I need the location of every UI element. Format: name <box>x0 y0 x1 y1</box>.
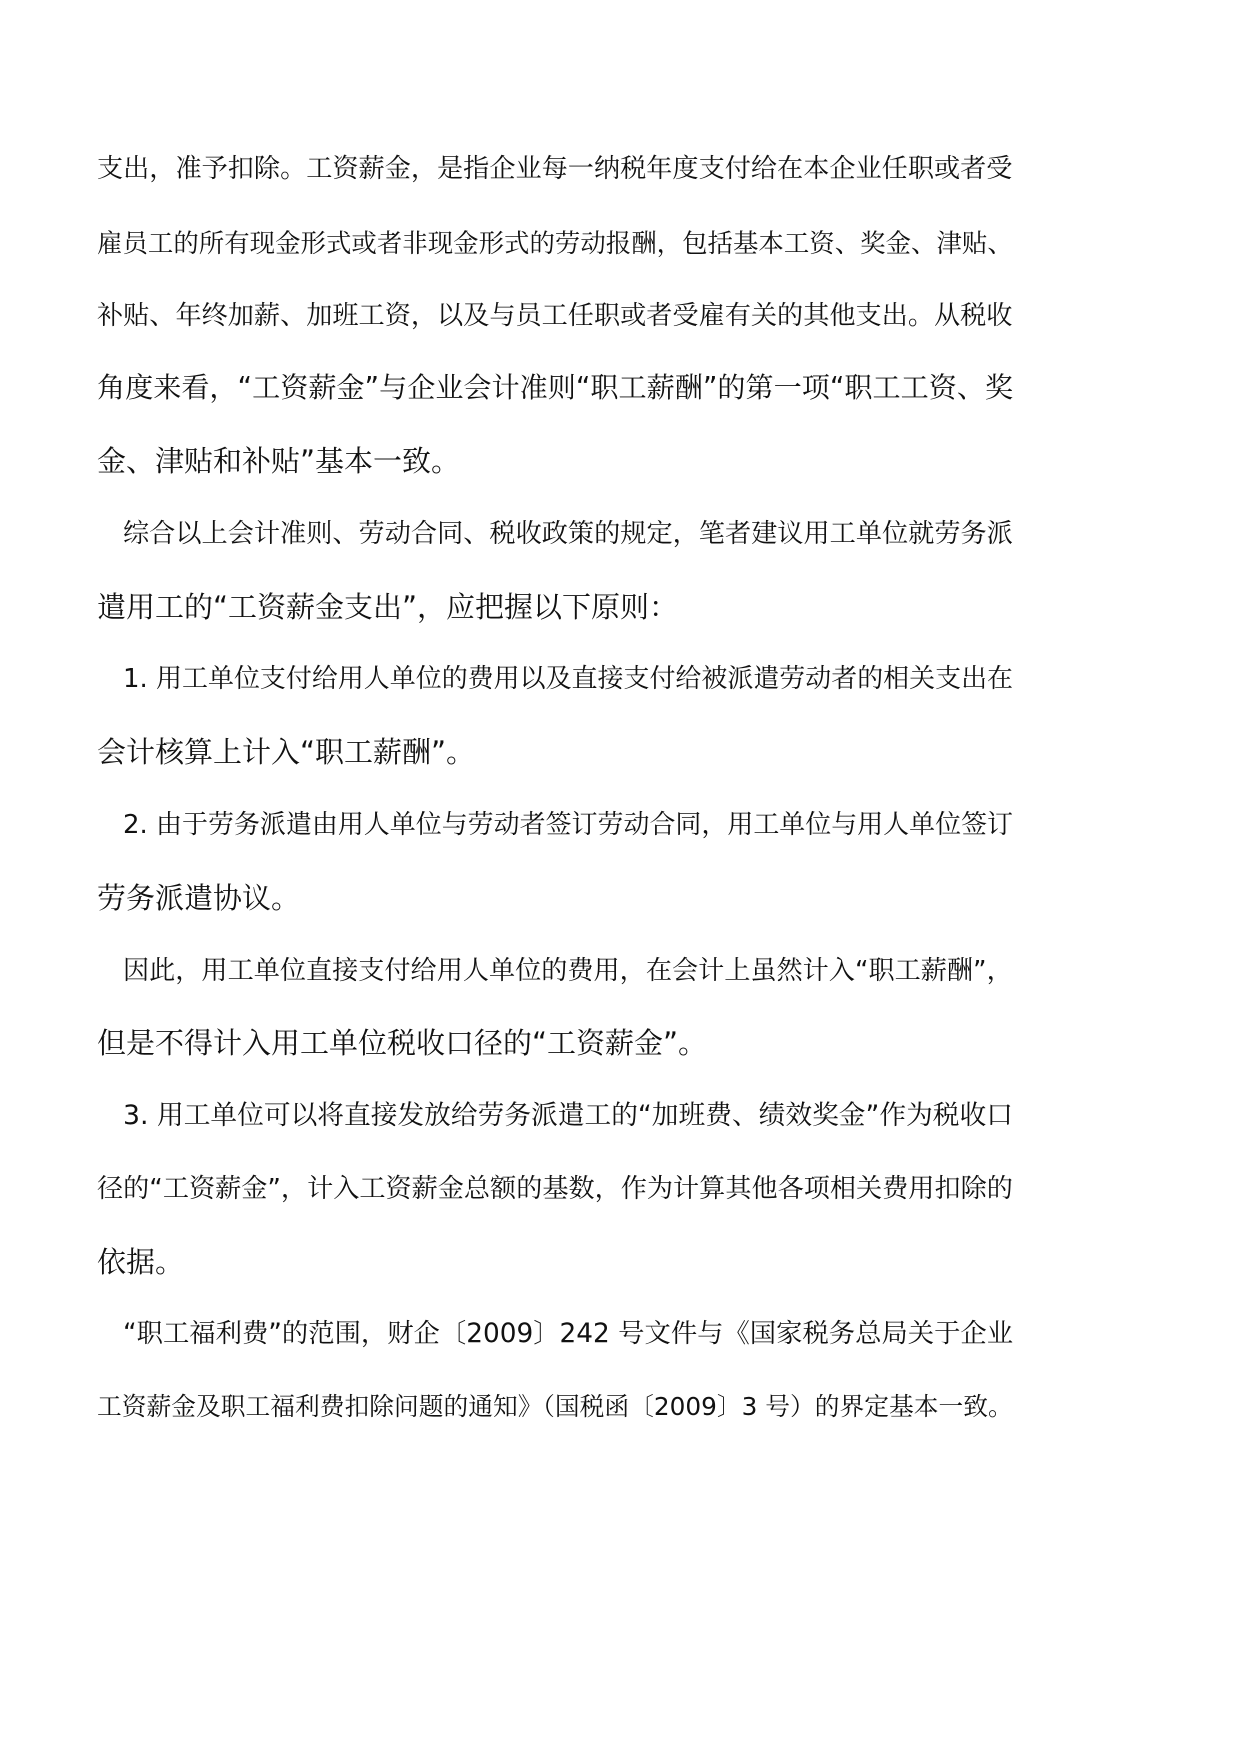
text-line: 补贴、年终加薪、加班工资，以及与员工任职或者受雇有关的其他支出。从税收 <box>97 301 1013 331</box>
text-line: 依据。 <box>97 1245 185 1279</box>
text-line: 遣用工的“工资薪金支出”，应把握以下原则： <box>97 590 679 624</box>
text-line: 但是不得计入用工单位税收口径的“工资薪金”。 <box>97 1026 708 1060</box>
text-line: “职工福利费”的范围，财企〔2009〕242 号文件与《国家税务总局关于企业 <box>123 1319 1014 1349</box>
text-line: 工资薪金及职工福利费扣除问题的通知》（国税函〔2009〕3 号）的界定基本一致。 <box>97 1392 1013 1421</box>
text-line: 会计核算上计入“职工薪酬”。 <box>97 735 476 769</box>
text-line: 1. 用工单位支付给用人单位的费用以及直接支付给被派遣劳动者的相关支出在 <box>123 664 1014 694</box>
text-line: 因此，用工单位直接支付给用人单位的费用，在会计上虽然计入“职工薪酬”， <box>123 956 1013 986</box>
text-line: 雇员工的所有现金形式或者非现金形式的劳动报酬，包括基本工资、奖金、津贴、 <box>97 228 1013 258</box>
text-line: 3. 用工单位可以将直接发放给劳务派遣工的“加班费、绩效奖金”作为税收口 <box>123 1100 1013 1131</box>
text-line: 综合以上会计准则、劳动合同、税收政策的规定，笔者建议用工单位就劳务派 <box>123 519 1013 549</box>
text-line: 2. 由于劳务派遣由用人单位与劳动者签订劳动合同，用工单位与用人单位签订 <box>123 810 1014 840</box>
text-line: 角度来看，“工资薪金”与企业会计准则“职工薪酬”的第一项“职工工资、奖 <box>97 371 1014 404</box>
text-line: 径的“工资薪金”，计入工资薪金总额的基数，作为计算其他各项相关费用扣除的 <box>97 1174 1013 1204</box>
text-line: 金、津贴和补贴”基本一致。 <box>97 444 461 478</box>
text-line: 支出，准予扣除。工资薪金，是指企业每一纳税年度支付给在本企业任职或者受 <box>97 154 1013 184</box>
text-line: 劳务派遣协议。 <box>97 881 301 915</box>
